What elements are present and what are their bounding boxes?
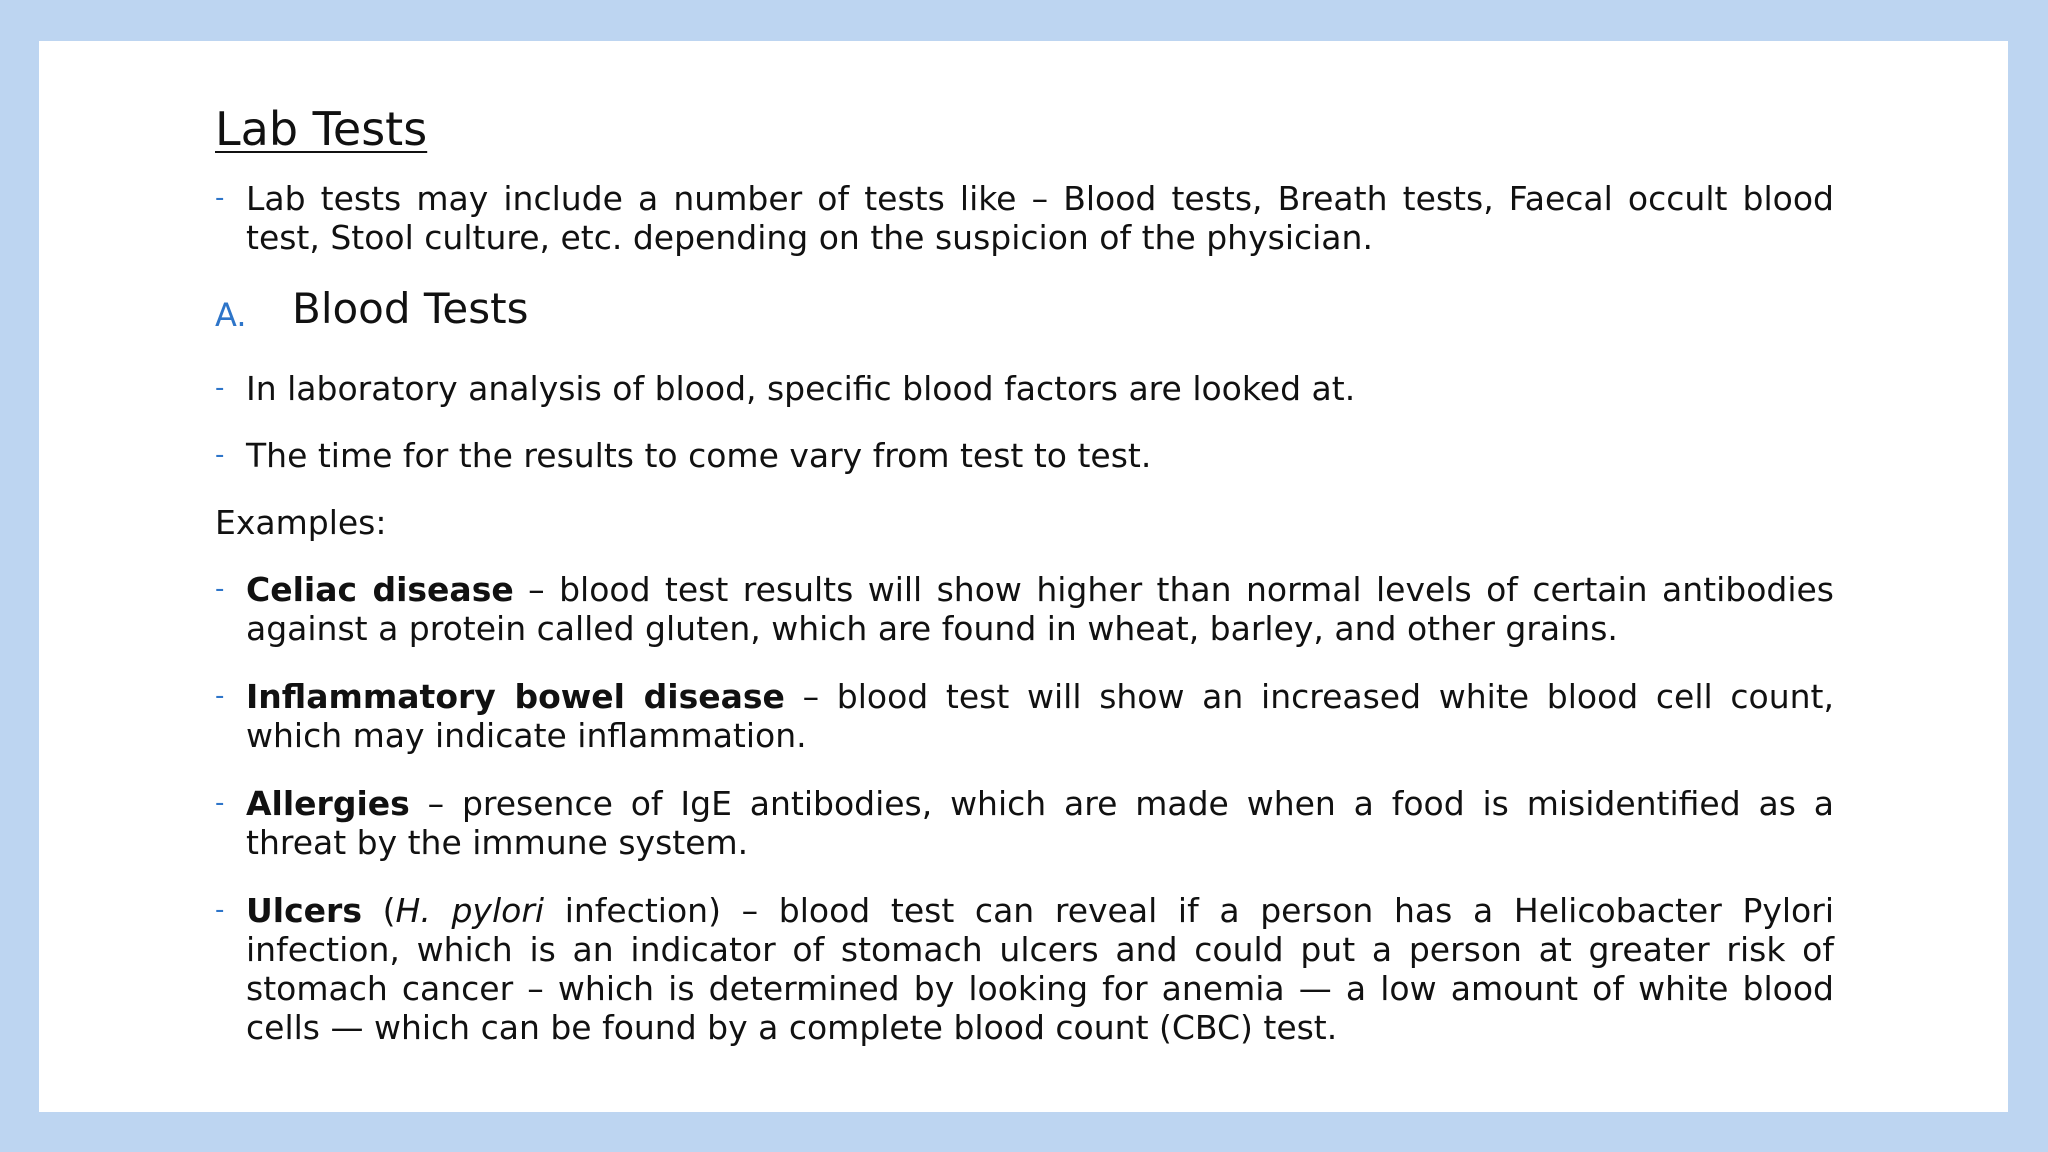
point-item [215, 369, 1834, 408]
example-text: infection) – blood test can reveal if a person has a Helicobacter Pylori infection, which is an indicator of stomach ulcers and could put a person at greater risk of stomach cancer – which is determined by looking for anemia — a low amount of white blood cells — which can be found by a complete blood count (CBC) test. [246, 891, 1834, 1047]
bullet-dash: - [215, 440, 225, 470]
section-title: Blood Tests [292, 284, 529, 333]
example-term: Allergies [246, 784, 410, 823]
point-text: In laboratory analysis of blood, specific blood factors are looked at. [246, 369, 1356, 408]
bullet-dash: - [215, 373, 225, 403]
slide [39, 41, 2008, 1112]
example-term: Inflammatory bowel disease [246, 677, 785, 716]
example-term: Celiac disease [246, 570, 514, 609]
examples-label: Examples: [215, 503, 387, 542]
bullet-dash: - [215, 895, 225, 925]
example-italic: H. pylori [395, 891, 545, 930]
section-heading [215, 283, 1834, 339]
bullet-dash: - [215, 183, 225, 213]
bullet-dash: - [215, 681, 225, 711]
example-item [215, 677, 1834, 755]
example-text: – blood test will show an increased white blood cell count, which may indicate inflammation. [246, 677, 1834, 755]
example-term: Ulcers [246, 891, 362, 930]
intro-text: Lab tests may include a number of tests like – Blood tests, Breath tests, Faecal occult blood test, Stool culture, etc. depending on the suspicion of the physician. [246, 179, 1834, 257]
section-marker: A. [215, 296, 247, 334]
bullet-dash: - [215, 574, 225, 604]
point-item [215, 436, 1834, 475]
slide-title: Lab Tests [215, 102, 428, 156]
example-item [215, 891, 1834, 1047]
example-text: – presence of IgE antibodies, which are made when a food is misidentified as a threat by the immune system. [246, 784, 1834, 862]
bullet-dash: - [215, 788, 225, 818]
example-text: – blood test results will show higher than normal levels of certain antibodies against a protein called gluten, which are found in wheat, barley, and other grains. [246, 570, 1834, 648]
point-text: The time for the results to come vary from test to test. [246, 436, 1152, 475]
example-paren: ( [361, 891, 396, 930]
example-item [215, 570, 1834, 648]
intro-bullet [215, 179, 1834, 257]
example-item [215, 784, 1834, 862]
